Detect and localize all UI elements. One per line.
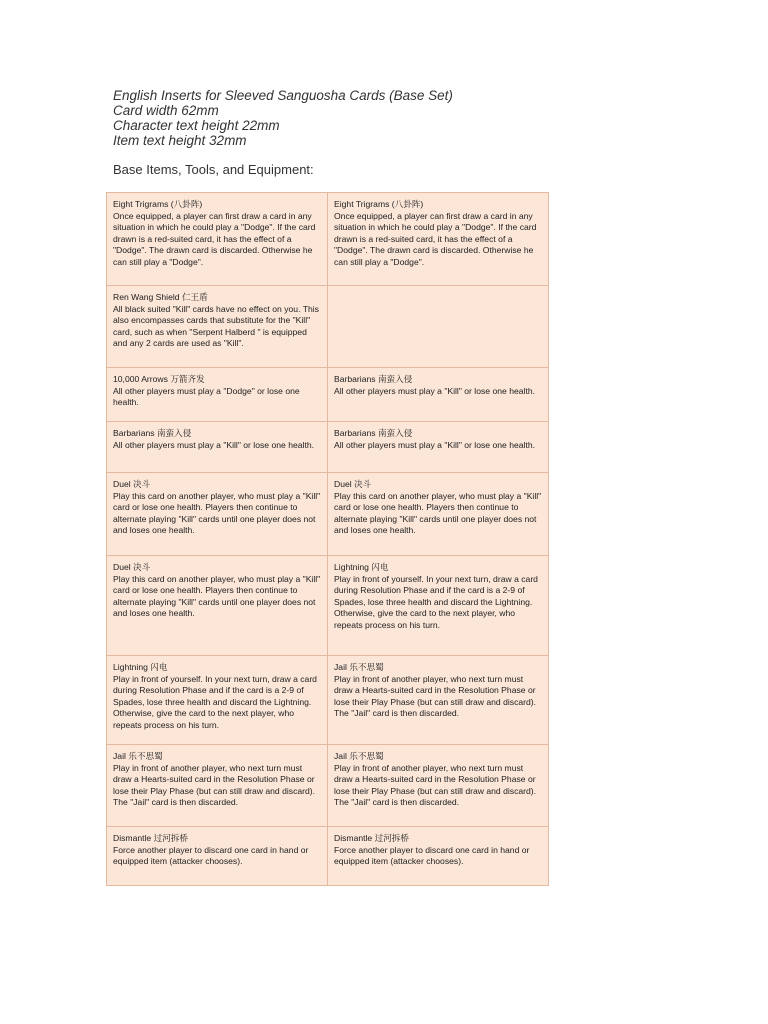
document-header [113,88,453,148]
card-text: All other players must play a "Kill" or lose one health. [334,439,535,450]
card-title: Duel 决斗 [113,479,151,489]
card-text: Force another player to discard one card in hand or equipped item (attacker chooses). [113,844,309,867]
card-text: Once equipped, a player can first draw a card in any situation in which he could play a "Dodge". If the card drawn is a red-suited card, it has the effect of a "Dodge". The drawn card is discarded. Otherwise he can still play a "Dodge". [334,210,537,267]
table-row [107,368,549,422]
card-text: Play this card on another player, who must play a "Kill" card or lose one health. Players then continue to alternate playing "Kill" cards until one player does not and loses one health. [334,490,542,536]
card-cell [107,193,328,286]
table-row [107,827,549,886]
card-inserts-table [106,192,549,886]
card-cell [107,556,328,656]
table-row [107,422,549,473]
card-cell [328,827,549,886]
card-title: Dismantle 过河拆桥 [113,833,188,843]
card-text: Play this card on another player, who must play a "Kill" card or lose one health. Players then continue to alternate playing "Kill" cards until one player does not and loses one health. [113,490,321,536]
card-cell [107,745,328,827]
card-title: Jail 乐不思蜀 [334,751,384,761]
card-cell [328,556,549,656]
card-title: Jail 乐不思蜀 [334,662,384,672]
card-text: Play in front of yourself. In your next turn, draw a card during Resolution Phase and if the card is a 2-9 of Spades, lose three health and discard the Lightning. Otherwise, give the card to the next player, who repeats process on his turn. [334,573,538,630]
table-row [107,193,549,286]
empty-card-cell [328,286,549,368]
card-text: Play in front of yourself. In your next turn, draw a card during Resolution Phase and if the card is a 2-9 of Spades, lose three health and discard the Lightning. Otherwise, give the card to the next player, who repeats process on his turn. [113,673,317,730]
card-text: Play in front of another player, who next turn must draw a Hearts-suited card in the Resolution Phase or lose their Play Phase (but can still draw and discard). The "Jail" card is then discarded. [334,673,537,719]
card-title: Ren Wang Shield 仁王盾 [113,292,208,302]
table-row [107,473,549,556]
table-row [107,745,549,827]
card-title: Eight Trigrams (八卦阵) [113,199,203,209]
card-text: All other players must play a "Dodge" or lose one health. [113,385,300,408]
card-cell [107,827,328,886]
card-title: Eight Trigrams (八卦阵) [334,199,424,209]
card-cell [107,656,328,745]
card-title: Dismantle 过河拆桥 [334,833,409,843]
card-title: Duel 决斗 [113,562,151,572]
card-title: 10,000 Arrows 万箭齐发 [113,374,205,384]
card-text: Force another player to discard one card in hand or equipped item (attacker chooses). [334,844,530,867]
card-cell [328,656,549,745]
card-text-clip [113,674,321,734]
card-text: All other players must play a "Kill" or lose one health. [334,385,535,396]
card-cell [107,473,328,556]
card-title: Duel 决斗 [334,479,372,489]
card-title: Barbarians 南蛮入侵 [334,428,413,438]
card-text: Play this card on another player, who must play a "Kill" card or lose one health. Players then continue to alternate playing "Kill" cards until one player does not and loses one health. [113,573,321,619]
card-text: All black suited "Kill" cards have no effect on you. This also encompasses cards that substitute for the "Kill" card, such as when "Serpent Halberd " is equipped and any 2 cards are used as "Kill". [113,303,319,349]
card-cell [328,368,549,422]
card-cell [328,193,549,286]
card-title: Lightning 闪电 [113,662,168,672]
character-text-height-line: Character text height 22mm [113,118,280,133]
card-text: Once equipped, a player can first draw a card in any situation in which he could play a "Dodge". If the card drawn is a red-suited card, it has the effect of a "Dodge". The drawn card is discarded. Otherwise he can still play a "Dodge". [113,210,316,267]
card-cell [328,473,549,556]
card-cell [328,745,549,827]
document-title: English Inserts for Sleeved Sanguosha Cards (Base Set) [113,88,453,103]
card-cell [107,422,328,473]
card-text: Play in front of another player, who next turn must draw a Hearts-suited card in the Resolution Phase or lose their Play Phase (but can still draw and discard). The "Jail" card is then discarded. [334,762,537,808]
card-cell [107,286,328,368]
table-row [107,656,549,745]
item-text-height-line: Item text height 32mm [113,133,247,148]
card-text: Play in front of another player, who next turn must draw a Hearts-suited card in the Resolution Phase or lose their Play Phase (but can still draw and discard). The "Jail" card is then discarded. [113,762,316,808]
card-cell [328,422,549,473]
table-row [107,286,549,368]
card-title: Lightning 闪电 [334,562,389,572]
card-title: Jail 乐不思蜀 [113,751,163,761]
card-title: Barbarians 南蛮入侵 [334,374,413,384]
card-width-line: Card width 62mm [113,103,219,118]
table-row [107,556,549,656]
card-title: Barbarians 南蛮入侵 [113,428,192,438]
card-cell [107,368,328,422]
card-text: All other players must play a "Kill" or lose one health. [113,439,314,450]
section-title: Base Items, Tools, and Equipment: [113,162,314,177]
